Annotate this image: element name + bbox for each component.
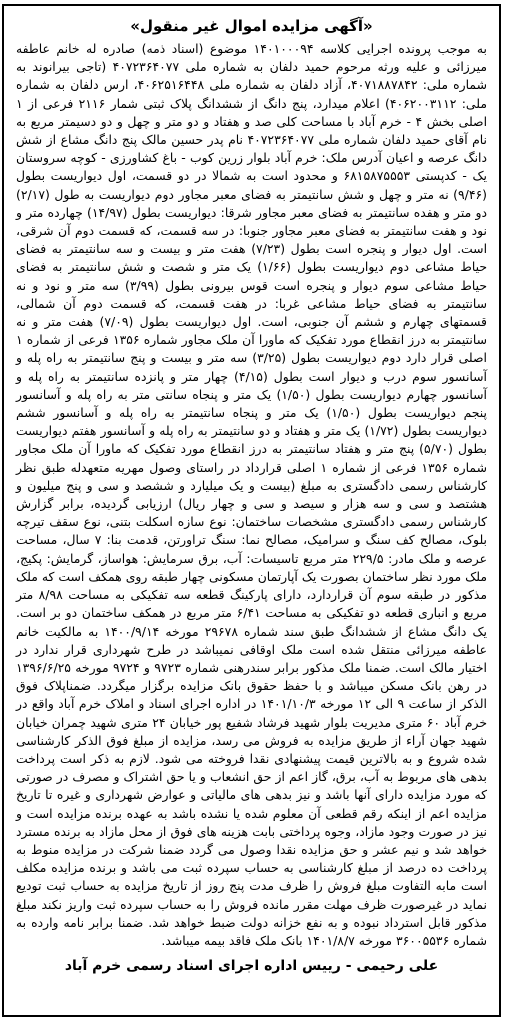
- notice-signature: علی رحیمی - رییس اداره اجرای اسناد رسمی خرم آباد: [64, 958, 439, 975]
- notice-body: به موجب پرونده اجرایی کلاسه ۱۴۰۱۰۰۰۹۴ موضوع (اسناد ذمه) صادره له خانم عاطفه میرزائی و علیه ورثه مرحوم حمید دلفان به شماره ملی ۴۰۷۲۳۶۴۰۷۷ (تاجی بیرانوند به شماره ملی: ۴۰۷۱۸۸۷۸۴۲، آزاد دلفان به شماره ملی ۴۰۶۲۵۱۶۴۴۸، ارس دلفان به شماره ملی: ۴۰۶۲۰۰۳۱۱۲) اعلام میدارد، پنج دانگ از ششدانگ پلاک ثبتی شمار ۲۱۱۶ فرعی از ۱ اصلی بخش ۴ - خرم آباد با مساحت کلی صد و هفتاد و دو متر و چهل و دو دسیمتر مربع به نام آقای حمید دلفان شماره ملی ۴۰۷۲۳۶۴۰۷۷ نام پدر حسین مالک پنج دانگ مشاع از شش دانگ عرصه و اعیان آدرس ملک: خرم آباد بلوار زرین کوب - باغ کشاورزی - کوچه سروستان یک - کدپستی ۶۸۱۵۸۷۵۵۵۳ و محدود است به شمالا در دو قسمت، اول دیواریست بطول (۹/۴۶) نه متر و چهل و شش سانتیمتر به فضای معبر مجاور دوم دیواریست به طول (۲/۱۷) دو متر و هفده سانتیمتر به فضای معبر مجاور شرقا: دیواریست بطول (۱۴/۹۷) چهارده متر و نود و هفت سانتیمتر به فضای معبر مجاور جنوبا: در سه قسمت، که قسمت دوم آن شرقی، است. اول دیوار و پنجره است بطول (۷/۲۳) هفت متر و بیست و سه سانتیمتر به فضای حیاط مشاعی دوم دیواریست بطول (۱/۶۶) یک متر و شصت و شش سانتیمتر به فضای حیاط مشاعی سوم دیوار و پنجره است قوس بیرونی بطول (۳/۹۹) سه متر و نود و نه سانتیمتر به فضای حیاط مشاعی غربا: در هفت قسمت، که قسمت دوم آن شمالی، قسمتهای چهارم و ششم آن جنوبی، است. اول دیواریست بطول (۷/۰۹) هفت متر و نه سانتیمتر به درز انقطاع مورد تفکیک که ماورا آن ملک مجاور شماره ۱۳۵۶ فرعی از شماره ۱ اصلی قرار دارد دوم دیواریست بطول (۳/۲۵) سه متر و بیست و پنج سانتیمتر به راه پله و آسانسور سوم درب و دیوار است بطول (۴/۱۵) چهار متر و پانزده سانتیمتر به راه پله و آسانسور چهارم دیواریست بطول (۱/۵۰) یک متر و پنجاه سانتی متر به راه پله و آسانسور پنجم دیواریست بطول (۱/۵۰) یک متر و پنجاه سانتیمتر به راه پله و آسانسور ششم دیواریست بطول (۱/۷۲) یک متر و هفتاد و دو سانتیمتر به راه پله و آسانسور هفتم دیواریست بطول (۵/۷۰) پنج متر و هفتاد سانتیمتر به درز انقطاع مورد تفکیک که ماورا آن ملک مجاور شماره ۱۳۵۶ فرعی از شماره ۱ اصلی قرارداد در راستای وصول مهریه متعهدله طبق نظر کارشناس رسمی دادگستری به مبلغ (بیست و یک میلیارد و ششصد و سی و پنج میلیون و هشتصد و سی و سه هزار و سیصد و سی و چهار ریال) ارزیابی گردیده، برابر گزارش کارشناس رسمی دادگستری مشخصات ساختمان: نوع سازه اسکلت بتنی، نوع سقف تیرچه بلوک، مصالح کف سنگ و سرامیک، مصالح نما: سنگ تراورتن، قدمت بنا: ۷ سال، مساحت عرصه و ملک مادر: ۲۲۹/۵ متر مربع تاسیسات: آب، برق سرمایش: هواساز، گرمایش: پکیج، ملک مورد نظر ساختمان بصورت یک آپارتمان مسکونی چهار طبقه روی همکف است که ملک مذکور در طبقه سوم آن قراردارد، دارای پارکینگ قطعه سه تفکیکی به مساحت ۸/۹۸ متر مربع و انباری قطعه دو تفکیکی به مساحت ۶/۴۱ متر مربع در همکف ساختمان دو بر است. یک دانگ مشاع از ششدانگ طبق سند شماره ۲۹۶۷۸ مورخه ۱۴۰۰/۹/۱۴ به مالکیت خانم عاطفه میرزائی منتقل شده است ملک اوقافی نمیباشد در طرح شهرداری قرار ندارد در اختیار مالک است. ضمنا ملک مذکور برابر سندرهنی شماره ۹۷۲۳ و ۹۷۲۴ مورخه ۱۳۹۶/۶/۲۵ در رهن بانک مسکن میباشد و با حفظ حقوق بانک مزایده برگزار میگردد. ضمناپلاک فوق الذکر از ساعت ۹ الی ۱۲ مورخه ۱۴۰۱/۱۰/۳ در اداره اجرای اسناد و املاک خرم آباد واقع در خرم آباد ۶۰ متری مدیریت بلوار شهید فرشاد شفیع پور خیابان ۲۴ متری شهید چمران خیابان شهید جهان آراء از طریق مزایده به فروش می رسد، مزایده از مبلغ فوق الذکر کارشناسی شده شروع و به بالاترین قیمت پیشنهادی نقدا فروخته می شود. لازم به ذکر است پرداخت بدهی های مربوط به آب، برق، گاز اعم از حق انشعاب و یا حق اشتراک و مصرف در صورتی که مورد مزایده دارای آنها باشد و نیز بدهی های مالیاتی و عوارض شهرداری و غیره تا تاریخ مزایده اعم از اینکه رقم قطعی آن معلوم شده یا نشده باشد به عهده برنده مزایده است و نیز در صورت وجود مازاد، وجوه پرداختی بابت هزینه های فوق از محل مازاد به برنده مسترد خواهد شد و نیم عشر و حق مزایده نقدا وصول می گردد ضمنا شرکت در مزایده منوط به پرداخت ده درصد از مبلغ کارشناسی به حساب سپرده ثبت می باشد و برنده مزایده مکلف است مابه التفاوت مبلغ فروش را ظرف مدت پنج روز از تاریخ مزایده به حساب ثبت تودیع نماید در غیرصورت ظرف مهلت مقرر مانده فروش را به حساب سپرده ثبت واریز نکند مبلغ مذکور قابل استرداد نبوده و به نفع خزانه دولت ضبط خواهد شد. ضمنا برابر نامه وارده به شماره ۳۶۰۰۵۵۳۶ مورخه ۱۴۰۱/۸/۷ بانک ملک فاقد بیمه میباشد.: [16, 41, 488, 948]
- notice-frame: [2, 4, 501, 1017]
- notice-title: «آگهی مزایده اموال غیر منقول»: [130, 17, 373, 35]
